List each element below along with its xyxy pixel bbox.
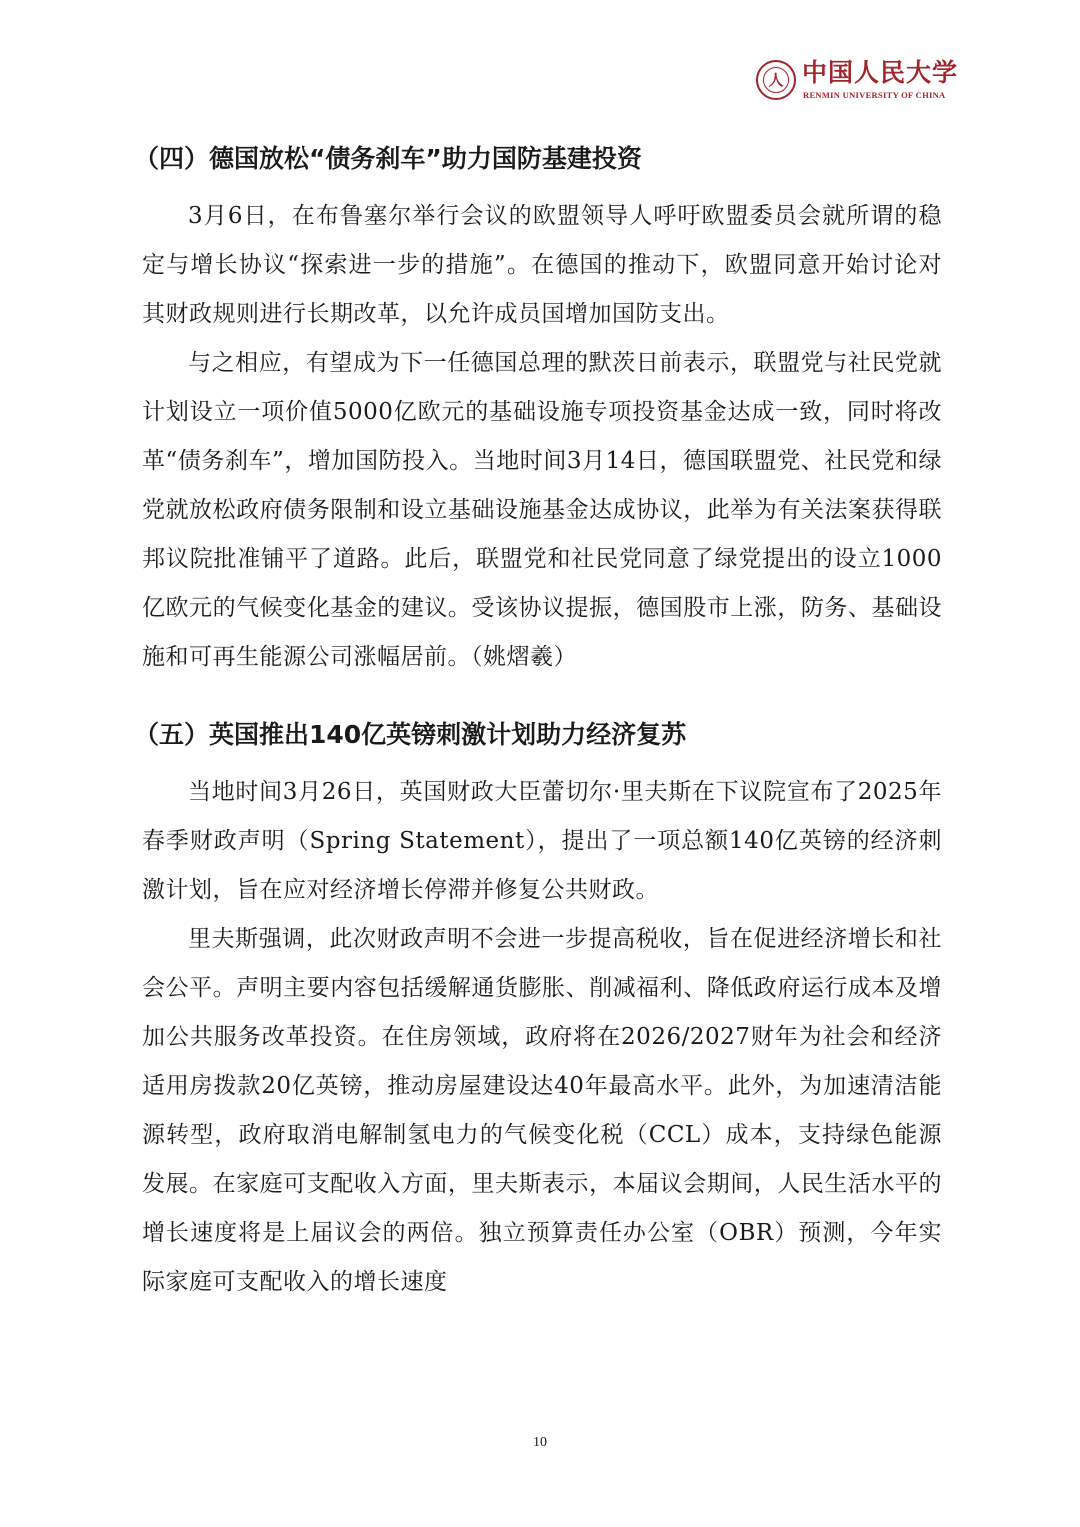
paragraph: 当地时间3月26日，英国财政大臣蕾切尔·里夫斯在下议院宣布了2025年春季财政声明（Spring Statement），提出了一项总额140亿英镑的经济刺激计划，旨在应对经济增长停滞并修复公共财政。 bbox=[142, 779, 942, 903]
paragraph: 里夫斯强调，此次财政声明不会进一步提高税收，旨在促进经济增长和社会公平。声明主要内容包括缓解通货膨胀、削减福利、降低政府运行成本及增加公共服务改革投资。在住房领域，政府将在2026/2027财年为社会和经济适用房拨款20亿英镑，推动房屋建设达40年最高水平。此外，为加速清洁能源转型，政府取消电解制氢电力的气候变化税（CCL）成本，支持绿色能源发展。在家庭可支配收入方面，里夫斯表示，本届议会期间，人民生活水平的增长速度将是上届议会的两倍。独立预算责任办公室（OBR）预测，今年实际家庭可支配收入的增长速度 bbox=[142, 926, 942, 1295]
document-body bbox=[134, 138, 942, 1307]
paragraph: 与之相应，有望成为下一任德国总理的默茨日前表示，联盟党与社民党就计划设立一项价值5000亿欧元的基础设施专项投资基金达成一致，同时将改革“债务刹车”，增加国防投入。当地时间3月14日，德国联盟党、社民党和绿党就放松政府债务限制和设立基础设施基金达成协议，此举为有关法案获得联邦议院批准铺平了道路。此后，联盟党和社民党同意了绿党提出的设立1000亿欧元的气候变化基金的建议。受该协议提振，德国股市上涨，防务、基础设施和可再生能源公司涨幅居前。（姚熠羲） bbox=[142, 350, 942, 670]
university-seal-icon bbox=[756, 60, 796, 100]
page-number: 10 bbox=[533, 1435, 547, 1450]
university-logo bbox=[756, 58, 959, 106]
logo-chinese-name: 中国人民大学 bbox=[802, 58, 959, 87]
section-heading: （四）德国放松“债务刹车”助力国防基建投资 bbox=[134, 144, 642, 173]
section-heading: （五）英国推出140亿英镑刺激计划助力经济复苏 bbox=[134, 720, 687, 749]
paragraph: 3月6日，在布鲁塞尔举行会议的欧盟领导人呼吁欧盟委员会就所谓的稳定与增长协议“探索进一步的措施”。在德国的推动下，欧盟同意开始讨论对其财政规则进行长期改革，以允许成员国增加国防支出。 bbox=[142, 203, 942, 327]
seal-glyph: 人 bbox=[768, 71, 784, 89]
logo-english-name: RENMIN UNIVERSITY OF CHINA bbox=[803, 90, 946, 100]
